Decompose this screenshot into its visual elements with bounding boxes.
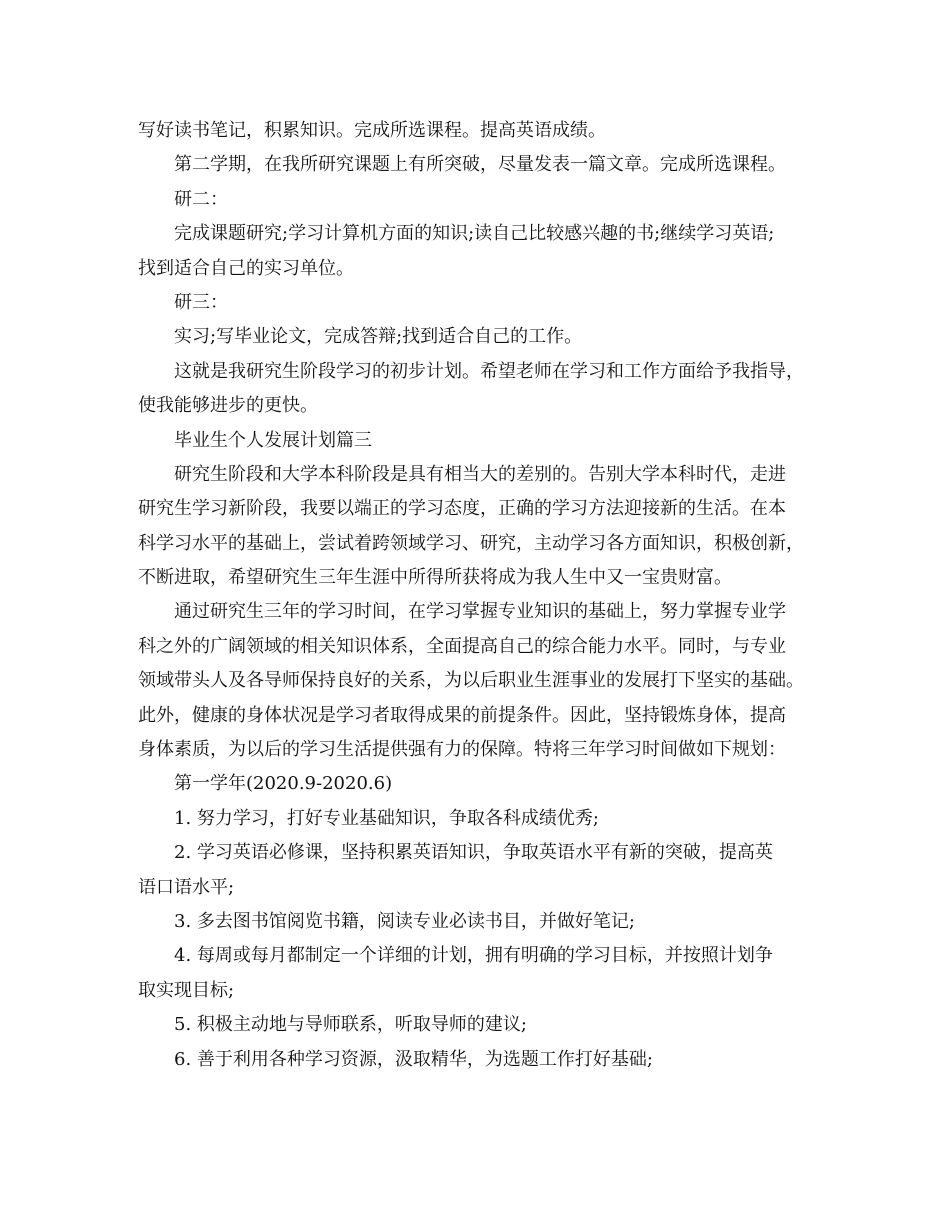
text-line: 使我能够进步的更快。 [138,395,318,417]
text-line: 这就是我研究生阶段学习的初步计划。希望老师在学习和工作方面给予我指导， [174,360,804,382]
text-line: 研三： [174,291,228,313]
text-line: 毕业生个人发展计划篇三 [174,429,372,451]
text-line: 通过研究生三年的学习时间，在学习掌握专业知识的基础上，努力掌握专业学 [174,601,786,623]
text-line: 实习;写毕业论文，完成答辩;找到适合自己的工作。 [174,326,583,348]
text-line: 1. 努力学习，打好专业基础知识，争取各科成绩优秀; [174,807,599,829]
text-line: 语口语水平; [138,876,235,898]
text-line: 第一学年(2020.9-2020.6) [174,773,393,795]
document-body [138,114,812,1077]
text-line: 科之外的广阔领域的相关知识体系，全面提高自己的综合能力水平。同时，与专业 [138,635,786,657]
text-line: 此外，健康的身体状况是学习者取得成果的前提条件。因此，坚持锻炼身体，提高 [138,704,786,726]
text-line: 研究生阶段和大学本科阶段是具有相当大的差别的。告别大学本科时代，走进 [174,463,786,485]
text-line: 第二学期，在我所研究课题上有所突破，尽量发表一篇文章。完成所选课程。 [174,154,786,176]
text-line: 3. 多去图书馆阅览书籍，阅读专业必读书目，并做好笔记; [174,910,635,932]
text-line: 2. 学习英语必修课，坚持积累英语知识，争取英语水平有新的突破，提高英 [174,842,773,864]
text-line: 身体素质，为以后的学习生活提供强有力的保障。特将三年学习时间做如下规划： [138,739,786,761]
text-line: 不断进取，希望研究生三年生涯中所得所获将成为我人生中又一宝贵财富。 [138,567,732,589]
text-line: 研究生学习新阶段，我要以端正的学习态度，正确的学习方法迎接新的生活。在本 [138,498,786,520]
text-line: 科学习水平的基础上，尝试着跨领域学习、研究，主动学习各方面知识，积极创新， [138,532,804,554]
text-line: 研二： [174,188,228,210]
text-line: 完成课题研究;学习计算机方面的知识;读自己比较感兴趣的书;继续学习英语; [174,223,775,245]
text-line: 找到适合自己的实习单位。 [138,257,354,279]
text-line: 取实现目标; [138,979,235,1001]
text-line: 5. 积极主动地与导师联系，听取导师的建议; [174,1014,527,1036]
text-line: 写好读书笔记，积累知识。完成所选课程。提高英语成绩。 [138,120,606,141]
text-line: 6. 善于利用各种学习资源，汲取精华，为选题工作打好基础; [174,1048,653,1070]
text-line: 领域带头人及各导师保持良好的关系，为以后职业生涯事业的发展打下坚实的基础。 [138,670,804,692]
text-line: 4. 每周或每月都制定一个详细的计划，拥有明确的学习目标，并按照计划争 [174,945,773,967]
